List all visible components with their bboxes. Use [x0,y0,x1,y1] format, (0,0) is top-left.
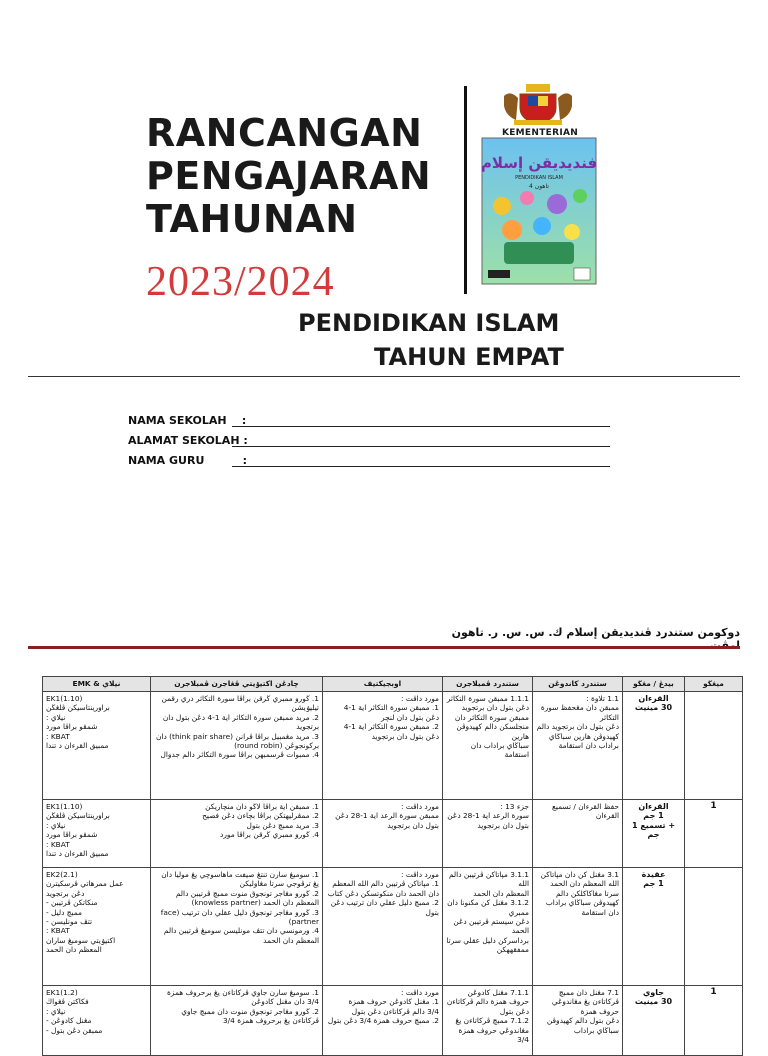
document-rule [28,646,740,649]
cell-text: 3.1.1 مڽاتاكن ڤرتيبن دالم الله [448,870,529,889]
cell-text: 1. ممبقن سورة التكاثر اية 1-4 [343,703,439,713]
cell-text: 3.1.2 مڠنل كن مكنونا دان ممبري [447,898,529,917]
cell-text: ممبيق القرءان د تندا [46,849,109,859]
cell-learning-standard [443,868,533,986]
cell-text: دڠن بتول دالم كهيدوڤن [546,1016,619,1026]
cell-content-standard [533,692,623,800]
cell-text: 2. مريد ممبقن سورة التكاثر اية 1-4 دڠن بتول دان برتجويد [162,712,319,732]
cell-text: EK1(1.10) [46,694,83,703]
cell-text: 30 مينيت [634,703,673,713]
cell-text: دڠن سيستم ڤرتيبن دڠن الحمد [453,917,529,936]
title-divider [464,86,467,294]
cell-week: 1 [685,800,743,868]
cell-text: دڠن بتول دان برتجويد دالم [536,722,619,732]
cell-learning-standard [443,800,533,868]
cell-text: : KBAT [46,926,70,936]
cell-objective [323,868,443,986]
ministry-label: KEMENTERIAN [501,128,579,138]
cell-text: ممبقن دان مڠحفظ سورة التكاثر [540,703,619,722]
cell-text: الله المعظم دان الحمد [550,879,619,889]
cell-text: فكاكتن ڤڠواڬ [46,997,89,1007]
table-row [43,800,743,868]
cover-book-subtitle: PENDIDIKAN ISLAM [515,175,563,181]
header-objective: اوبجيكتيف [323,677,443,692]
cell-week [685,692,743,800]
table-header-row [43,677,743,692]
teacher-name-line[interactable] [232,455,610,467]
academic-year: 2023/2024 [146,259,335,305]
field-school-address [128,427,610,447]
cell-text: - مڠنل كادوڠن [46,1016,92,1026]
yearly-plan-table [42,676,743,1056]
cell-area-time [623,692,685,800]
header-emk: EMK & نيلاي [43,677,151,692]
cell-activities [151,800,323,868]
cell-text: : نيلاي [46,712,66,722]
cell-text: 1. ڬورو ممبري ڬرقن براڤا سورة التكاثر دري رقمن تيليۏيشن [161,694,319,713]
cell-text: 3.1 مڠنل كن دان مڽاتاكن [540,870,619,879]
cell-text: دڠن بتول دان لنچر [381,712,439,722]
cell-text: 2. ڬورو مڠاجر تونجوق منوت دان ممبچ جاوي ڤركاتاءن يڠ برحروف همزة 3/4 [181,1006,319,1026]
cell-text: - ممبقن دڠن بتول [46,1025,103,1035]
cell-text: حروف همزة دالم ڤركاتاءن [446,997,529,1007]
cell-text: 1. مڽاتاكن ڤرتيبن دالم الله المعظم [332,879,439,889]
cell-text: منجلسكن دالم كهيدوڤن هارين [456,722,529,741]
section-divider [28,376,740,377]
cell-text: 3. مريد مڠمبيل براڤا ڤرانن (think pair share) دان بركونجوڠن (round robin) [156,731,319,751]
field-label: NAMA GURU : [128,454,248,467]
cover-book-grade: تاهون 4 [529,183,549,190]
document-title [146,112,431,241]
cell-text: بتول دان برتجويد [387,820,439,830]
header-learning-standard: ستندرد ڤمبلاجرن [443,677,533,692]
cell-text: المعظم دان الحمد [46,945,102,955]
cell-text: برداسركن دليل عقلي سرتا [446,935,529,945]
cell-activities [151,692,323,800]
school-name-line[interactable] [232,415,610,427]
cell-content-standard [533,986,623,1056]
title-line-1: RANCANGAN [146,111,423,155]
subject-title [298,306,564,374]
school-address-line[interactable] [232,435,610,447]
cell-emk [43,986,151,1056]
cell-text: شمڤو براڤا مورد [46,830,98,840]
cell-text: سورة الرعد اية 1-28 دڠن [447,811,529,821]
cell-area-time [623,986,685,1056]
header-area-time: بيدڠ / مڠڬو [623,677,685,692]
cell-text: دڠن برتجويد [46,888,85,898]
cell-text: 1. ممبقن اية براڤا لاڬو دان منچاريكن [205,802,319,811]
cell-content-standard [533,800,623,868]
cell-text: : KBAT [46,731,70,741]
cell-week [685,868,743,986]
cell-week: 1 [685,986,743,1056]
cell-learning-standard [443,692,533,800]
cell-text: بتول دان برتجويد [477,820,529,830]
cell-emk [43,692,151,800]
cell-text: 1 جم [643,879,664,889]
field-school-name [128,407,610,427]
cell-text: : نيلاي [46,820,66,830]
cover-book-title: فنديديقن إسلام [480,154,598,172]
cell-learning-standard [443,986,533,1056]
cell-text: دڠن بتول [499,1006,529,1016]
cell-text: + تسميع 1 جم [631,820,676,840]
field-label: NAMA SEKOLAH : [128,414,247,427]
cell-text: القرءان [638,802,669,811]
cell-text: 2. ڬورو مڠاجر تونجوق منوت ممبچ ڤرتيبن دالم المعظم دان الحمد (knowless partner) [175,888,319,908]
cell-text: دان الحمد دان منكوتسكن دڠن كتاب [327,888,439,898]
cell-content-standard [533,868,623,986]
header-activities: چادڠن اكتيۏيتي ڤڠاجرن ڤمبلاجرن [151,677,323,692]
cell-text: EK2(2.1) [46,870,78,879]
cell-text: 7.1 مڠنل دان ممبچ [558,988,619,997]
field-label: ALAMAT SEKOLAH : [128,434,248,447]
cell-text: سباڬاي براداب دان استقامة [470,741,529,760]
cell-activities [151,868,323,986]
cell-text: - ممبچ دليل [46,907,82,917]
cell-text: حفظ القرءان / تسميع [551,802,619,811]
title-line-3: TAHUNAN [146,197,358,241]
cell-text: عقيدة [641,870,666,879]
cell-text: القرءان [595,811,619,821]
cell-area-time [623,800,685,868]
cell-text: جاوي [642,988,665,997]
header-content-standard: ستندرد كاندوڠن [533,677,623,692]
cell-text: براداب دان استقامة [558,741,619,751]
cell-text: ممبقن سورة التكاثر دان [454,712,529,722]
cell-text: بتول [425,907,439,917]
cell-text: 1 جم [643,811,664,821]
cell-text: سرتا مڠاكاكلكن دالم [555,888,619,898]
cell-objective [323,800,443,868]
school-info-form [128,407,610,467]
cell-text: 3/4 دالم ڤركاتاءن دڠن بتول [351,1006,439,1016]
cell-text: ممفقههكن [496,945,529,955]
cell-text: EK1(1.2) [46,988,78,997]
cell-text: 1.1 تلاوة : [586,694,619,703]
cell-objective [323,986,443,1056]
cell-text: عمل ممرهاتي ڤرسكيترن [46,879,124,889]
table-row [43,692,743,800]
cell-text: مورد داڤت : [401,870,439,879]
cell-text: جزء 13 : [500,802,529,811]
cell-text: المعظم دان الحمد [473,888,529,898]
cell-text: 1. سومبڠ سارن تنتڠ صيفت ماهاسوچي يڠ موليا دان يڠ ترڤوجي سرتا مڠاوليكن [161,870,319,889]
cell-text: القرءان [638,694,669,703]
cell-text: 3. ڬورو مڠاجر تونجوق دليل عقلي دان ترتيب (face partner) [160,907,319,927]
cell-text: براورينتاسيكن ڤلڠڬن [46,811,110,821]
cell-text: 4. ڬورو ممبري ڬرقن براڤا مورد [220,830,319,840]
cell-text: 2. ممبچ دليل عقلي دان ترتيب دڠن [330,898,439,908]
subject-line-2: TAHUN EMPAT [374,343,564,371]
cell-text: : نيلاي [46,1006,66,1016]
cell-emk [43,800,151,868]
cell-text: 1. سومبڠ سارن جاوي ڤركاتاءن يڠ برحروف همزة 3/4 دان مڠنل كادوڠن [167,988,319,1007]
cell-text: دڠن بتول دان برتجويد [461,703,529,713]
table-body [43,692,743,1056]
cell-activities [151,986,323,1056]
cell-text: مڠاندوڠي حروف همزة 3/4 [458,1025,529,1045]
cell-text: 2. ممبچ حروف همزة 3/4 دڠن بتول [327,1016,439,1026]
cell-text: 1.1.1 ممبقن سورة التكاثر [446,694,529,703]
textbook-cover-image [482,138,596,284]
cell-text: كهيدوڤن هارين سباڬاي [548,731,619,741]
cell-text: 4. ورمونسي دان تتڤ مونليسن سومبڠ ڤرتيبن دالم المعظم دان الحمد [163,926,319,945]
cell-area-time [623,868,685,986]
cell-text: ڤركاتاءن يڠ مڠاندوڠي حروف همزة [551,997,619,1016]
cell-text: شمڤو براڤا مورد [46,722,98,732]
cell-text: ممبيق القرءان د تندا [46,741,109,751]
cell-emk [43,868,151,986]
cell-objective [323,692,443,800]
cell-text: سباڬاي براداب [573,1025,619,1035]
field-teacher-name [128,447,610,467]
cell-text: : KBAT [46,839,70,849]
document-standard-note: دوكومن ستندرد ڤندیدیقن إسلام ك. س. س. ر. تاهون [451,626,740,639]
cell-text: 7.1.1 مڠنل كادوڠن [467,988,529,997]
cell-text: 4. ممبوات ڤرسمبهن براڤا سورة التكاثر دالم جدوال [160,750,319,760]
cell-text: 2. ممبقن سورة التكاثر اية 1-4 [343,722,439,732]
subject-line-1: PENDIDIKAN ISLAM [298,309,560,337]
cell-text: EK1(1.10) [46,802,83,811]
cell-text: براورينتاسيكن ڤلڠڬن [46,703,110,713]
cell-text: 7.1.2 ممبچ ڤركاتاءن يڠ [455,1016,529,1026]
cell-text: 3. مريد ممبچ دڠن بتول [246,820,319,830]
table-row [43,868,743,986]
cell-text: مورد داڤت : [401,802,439,811]
cell-text: كهيدوڤن سباڬاي براداب [545,898,619,908]
cell-text: 1. مڠنل كادوڠن حروف همزة [348,997,439,1007]
cell-text: مورد داڤت : [401,988,439,997]
table-row [43,986,743,1056]
malaysia-crest-icon [498,82,578,126]
cell-text: اكتيۏيتي سومبڠ ساران [46,935,116,945]
header-week: ميڠڬو [685,677,743,692]
cell-text: دڠن بتول دان برتجويد [371,731,439,741]
cell-text: 30 مينيت [634,997,673,1007]
cell-text: - منكاتكن ڤرتيبن [46,898,98,908]
cell-text: - تتڤ مونليسن [46,917,93,927]
cell-text: مورد داڤت : [401,694,439,703]
cell-text: دان استقامة [581,907,619,917]
cell-text: 2. ممڤرليهتكن براڤا بچاءن دڠن فصيح [202,811,319,821]
title-line-2: PENGAJARAN [146,154,432,198]
cell-text: ممبقن سورة الرعد اية 1-28 دڠن [335,811,439,821]
